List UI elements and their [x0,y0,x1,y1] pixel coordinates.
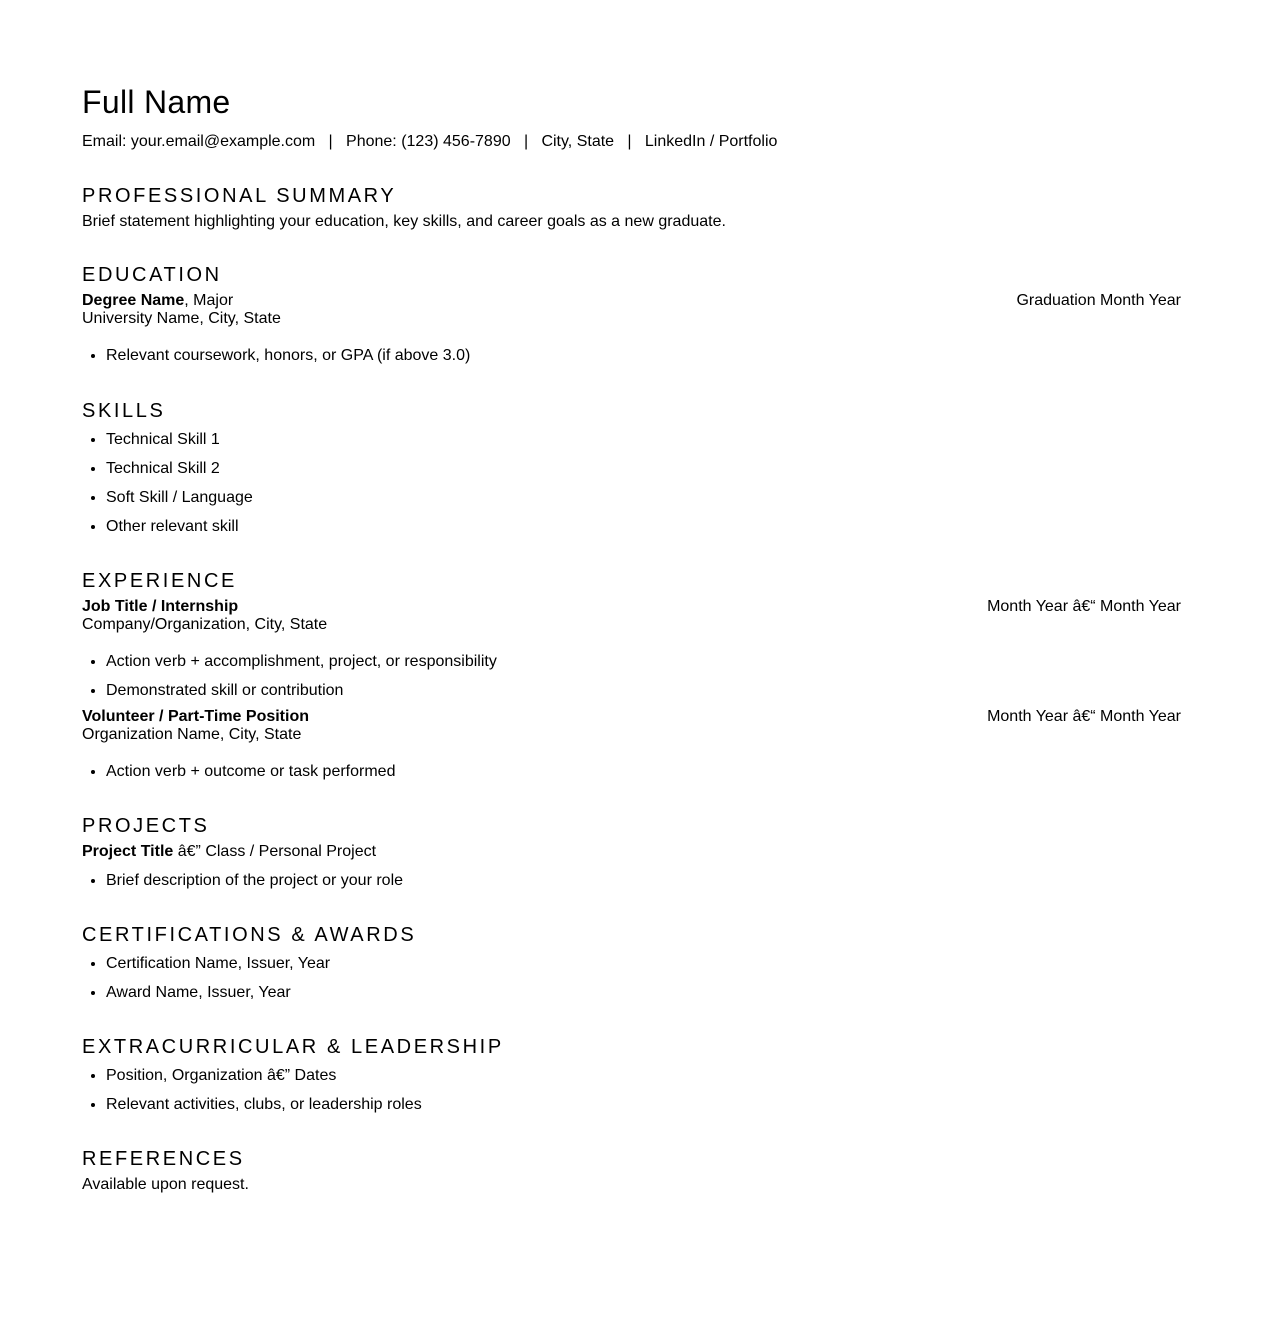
references-text: Available upon request. [82,1176,249,1193]
project-title: Project Title [82,843,174,860]
project-line [82,843,1181,861]
job-entry [82,708,1181,781]
references-section [82,1147,1181,1194]
list-item: • Award Name, Issuer, Year [106,984,1181,1002]
summary-text: Brief statement highlighting your education, key skills, and career goals as a new graduate. [82,213,726,230]
job-org: Company/Organization, City, State [82,616,328,633]
list-item: • Soft Skill / Language [106,489,1181,507]
job-dates: Month Year â€“ Month Year [987,708,1181,725]
degree-name: Degree Name [82,292,185,309]
job-bullets [82,653,1181,700]
projects-section [82,814,1181,890]
list-item: • Relevant activities, clubs, or leadership roles [106,1096,1181,1114]
job-entry [82,598,1181,700]
education-degree-line [82,292,233,310]
certifications-heading: CERTIFICATIONS & AWARDS [82,924,417,946]
job-title: Volunteer / Part-Time Position [82,708,309,725]
list-item: • Position, Organization â€” Dates [106,1067,1181,1085]
certifications-section [82,923,1181,1002]
job-title-row [82,598,1181,616]
extracurricular-section [82,1035,1181,1114]
contact-line: Email: your.email@example.com | Phone: (123) 456-7890 | City, State | LinkedIn / Portfolio [82,133,778,150]
list-item: • Other relevant skill [106,518,1181,536]
extracurricular-list [82,1067,1181,1114]
education-bullets [82,347,1181,365]
references-heading: REFERENCES [82,1148,245,1170]
extracurricular-heading: EXTRACURRICULAR & LEADERSHIP [82,1036,504,1058]
experience-section [82,569,1181,781]
education-section [82,263,1181,365]
skills-heading: SKILLS [82,400,166,422]
school-line: University Name, City, State [82,310,281,327]
job-bullets [82,763,1181,781]
skills-list [82,431,1181,536]
job-title-row [82,708,1181,726]
list-item: • Technical Skill 2 [106,460,1181,478]
list-item: • Relevant coursework, honors, or GPA (if above 3.0) [106,347,1181,365]
projects-heading: PROJECTS [82,815,210,837]
education-degree-row [82,292,1181,310]
experience-heading: EXPERIENCE [82,570,237,592]
summary-section [82,184,1181,231]
job-org: Organization Name, City, State [82,726,302,743]
skills-section [82,399,1181,536]
list-item: • Demonstrated skill or contribution [106,682,1181,700]
list-item: • Action verb + outcome or task performed [106,763,1181,781]
list-item: • Technical Skill 1 [106,431,1181,449]
list-item: • Certification Name, Issuer, Year [106,955,1181,973]
project-bullets [82,872,1181,890]
summary-heading: PROFESSIONAL SUMMARY [82,185,397,207]
list-item: • Brief description of the project or your role [106,872,1181,890]
education-heading: EDUCATION [82,264,222,286]
full-name: Full Name [82,84,231,120]
job-title: Job Title / Internship [82,598,239,615]
job-dates: Month Year â€“ Month Year [987,598,1181,615]
graduation-date: Graduation Month Year [1016,292,1181,309]
project-type: â€” Class / Personal Project [173,843,377,860]
degree-major: , Major [184,292,234,309]
list-item: • Action verb + accomplishment, project, or responsibility [106,653,1181,671]
certifications-list [82,955,1181,1002]
